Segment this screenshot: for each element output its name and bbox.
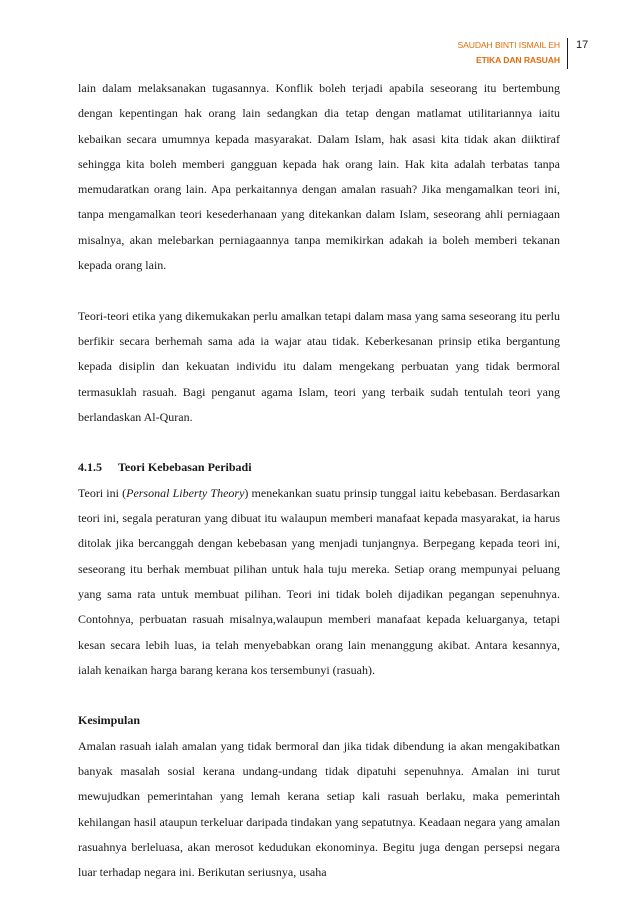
header-subject: ETIKA DAN RASUAH	[475, 55, 560, 65]
page-header	[0, 38, 638, 72]
italic-term: Personal Liberty Theory	[126, 485, 245, 500]
document-body	[78, 76, 560, 886]
paragraph-conclusion: Amalan rasuah ialah amalan yang tidak bermoral dan jika tidak dibendung ia akan mengakibatkan banyak masalah sosial kerana undang-undang tidak dipatuhi sepenuhnya. Amalan ini turut mewujudkan pemerintahan yang lemah kerana setiap kali rasuah berlaku, maka pemerintah kehilangan hasil ataupun terkeluar daripada tindakan yang sepatutnya. Keadaan negara yang amalan rasuahnya berleluasa, akan merosot kedudukan ekonominya. Begitu juga dengan persepsi negara luar terhadap negara ini. Berikutan seriusnya, usaha	[78, 738, 560, 880]
section-title: Teori Kebebasan Peribadi	[118, 460, 252, 475]
section-heading	[78, 455, 560, 480]
paragraph-continuation: lain dalam melaksanakan tugasannya. Konflik boleh terjadi apabila seseorang itu bertembung dengan kepentingan hak orang lain sedangkan dia tetap dengan matlamat utilitariannya iaitu kebaikan secara umumnya kepada masyarakat. Dalam Islam, hak asasi kita tidak akan diiktiraf sehingga kita boleh memberi gangguan kepada hak orang lain. Hak kita adalah terbatas tanpa memudaratkan orang lain. Apa perkaitannya dengan amalan rasuah? Jika mengamalkan teori ini, tanpa mengamalkan teori kesederhanaan yang ditekankan dalam Islam, seseorang ahli perniagaan misalnya, akan melebarkan perniagaannya tanpa memikirkan adakah ia boleh memberi tekanan kepada orang lain.	[78, 81, 560, 273]
page-number: 17	[576, 39, 589, 51]
conclusion-heading: Kesimpulan	[78, 713, 141, 728]
paragraph-spacer	[78, 278, 560, 303]
header-divider	[567, 38, 568, 69]
header-author: SAUDAH BINTI ISMAIL EH	[457, 40, 560, 50]
paragraph-ethics-theories: Teori-teori etika yang dikemukakan perlu amalkan tetapi dalam masa yang sama seseorang itu perlu berfikir secara berhemah sama ada ia wajar atau tidak. Keberkesanan prinsip etika bergantung kepada disiplin dan kekuatan individu itu dalam mengekang perbuatan yang tidak bermoral termasuklah rasuah. Bagi penganut agama Islam, teori yang terbaik sudah tentulah teori yang berlandaskan Al-Quran.	[78, 308, 560, 424]
header-titles	[457, 38, 560, 68]
paragraph-spacer	[78, 683, 560, 708]
paragraph-text: ) menekankan suatu prinsip tunggal iaitu kebebasan. Berdasarkan teori ini, segala peraturan yang dibuat itu walaupun memberi manafaat kepada masyarakat, ia harus ditolak jika bercanggah dengan kebebasan yang menjadi tunjangnya. Berpegang kepada teori ini, seseorang itu berhak membuat pilihan untuk hala tuju mereka. Setiap orang mempunyai peluang yang sama rata untuk membuat pilihan. Teori ini tidak boleh dijadikan pegangan sepenuhnya. Contohnya, perbuatan rasuah misalnya,walaupun memberi manafaat kepada keluarganya, tetapi kesan secara lebih luas, ia telah menyebabkan orang lain menanggung akibat. Antara kesannya, ialah kenaikan harga barang kerana kos tersembunyi (rasuah).	[78, 485, 560, 677]
paragraph-text: Teori ini (	[78, 485, 127, 500]
section-number: 4.1.5	[78, 460, 102, 475]
paragraph-spacer	[78, 430, 560, 455]
paragraph-personal-liberty	[78, 481, 560, 683]
